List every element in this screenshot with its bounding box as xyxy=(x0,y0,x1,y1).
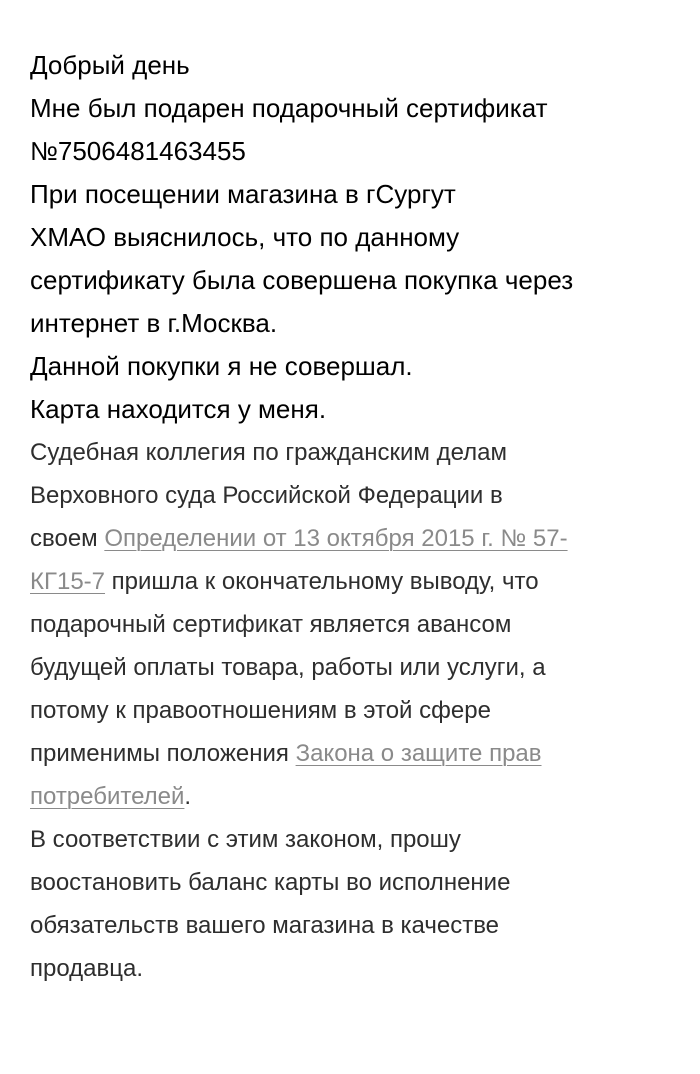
message-line: ХМАО выяснилось, что по данному xyxy=(30,222,460,252)
message-body xyxy=(30,44,670,990)
certificate-number: №7506481463455 xyxy=(30,136,246,166)
message-line: Добрый день xyxy=(30,50,190,80)
quote-line: будущей оплаты товара, работы или услуги, а xyxy=(30,654,546,681)
quote-line: продавца. xyxy=(30,955,144,982)
quote-line: потому к правоотношениям в этой сфере xyxy=(30,697,491,724)
message-line: Карта находится у меня. xyxy=(30,394,327,424)
quote-line xyxy=(30,560,670,603)
quote-line: Судебная коллегия по гражданским делам xyxy=(30,439,507,466)
message-line: сертификату была совершена покупка через xyxy=(30,265,574,295)
message-line: интернет в г.Москва. xyxy=(30,308,278,338)
quote-text: своем xyxy=(30,525,105,552)
quote-text: пришла к окончательному выводу, что xyxy=(105,568,539,595)
quote-line: воостановить баланс карты во исполнение xyxy=(30,869,511,896)
message-line: Мне был подарен подарочный сертификат xyxy=(30,93,548,123)
quote-line: обязательств вашего магазина в качестве xyxy=(30,912,500,939)
quote-line xyxy=(30,517,670,560)
court-ruling-link[interactable]: Определении от 13 октября 2015 г. № 57- xyxy=(104,525,568,552)
quote-line: В соответствии с этим законом, прошу xyxy=(30,826,461,853)
court-ruling-link[interactable]: КГ15-7 xyxy=(30,568,106,595)
quote-line xyxy=(30,732,670,775)
consumer-law-link[interactable]: потребителей xyxy=(30,783,185,810)
consumer-law-link[interactable]: Закона о защите прав xyxy=(295,740,542,767)
quote-text: применимы положения xyxy=(30,740,296,767)
quote-line: Верховного суда Российской Федерации в xyxy=(30,482,503,509)
message-line: При посещении магазина в гСургут xyxy=(30,179,456,209)
quote-line xyxy=(30,775,670,818)
message-line: Данной покупки я не совершал. xyxy=(30,351,413,381)
quote-line: подарочный сертификат является авансом xyxy=(30,611,512,638)
quote-text: . xyxy=(184,783,192,810)
